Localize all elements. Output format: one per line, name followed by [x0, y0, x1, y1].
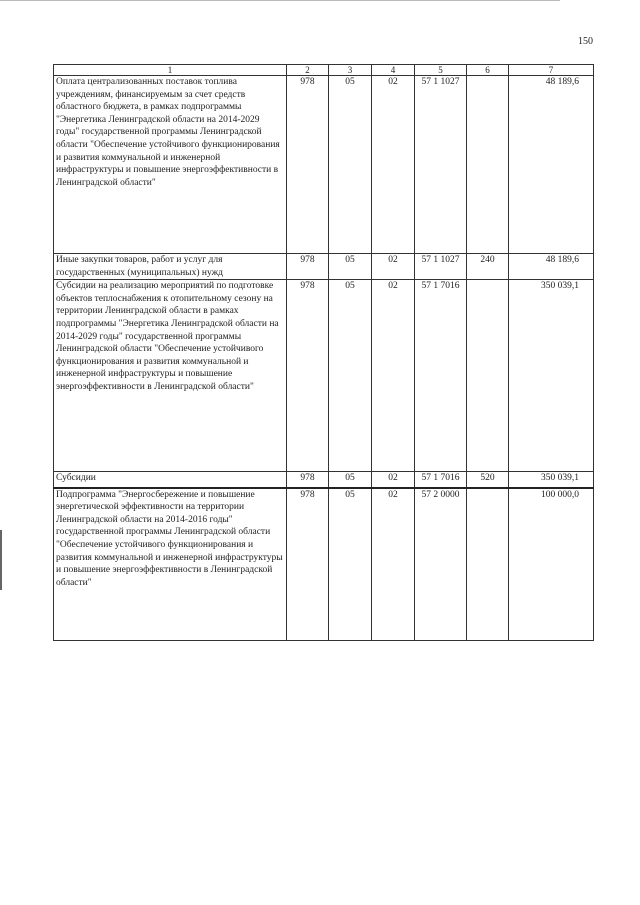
cell-code: 978 [287, 280, 329, 472]
column-header: 2 [287, 65, 329, 76]
cell-subsection: 02 [372, 76, 415, 254]
table-header-row [54, 65, 594, 76]
column-header: 3 [329, 65, 372, 76]
cell-target-article: 57 1 7016 [415, 280, 467, 472]
table-row [54, 76, 594, 254]
cell-section: 05 [329, 76, 372, 254]
cell-expense-type: 520 [467, 472, 509, 488]
row-description: Субсидии на реализацию мероприятий по подготовке объектов теплоснабжения к отопительному сезону на территории Ленинградской области в рамках подпрограммы "Энергетика Ленинградской области на 2014-2029 годы" государственной программы Ленинградской области "Обеспечение устойчивого функционирования и развития коммунальной и инженерной инфраструктуры и повышение энергоэффективности в Ленинградской области" [54, 280, 287, 472]
cell-target-article: 57 1 1027 [415, 254, 467, 280]
cell-expense-type [467, 280, 509, 472]
cell-section: 05 [329, 254, 372, 280]
cell-code: 978 [287, 76, 329, 254]
cell-subsection: 02 [372, 472, 415, 488]
cell-amount: 350 039,1 [509, 280, 594, 472]
table-row [54, 472, 594, 488]
cell-code: 978 [287, 472, 329, 488]
cell-subsection: 02 [372, 280, 415, 472]
budget-table [53, 64, 594, 641]
cell-amount: 48 189,6 [509, 254, 594, 280]
cell-expense-type: 240 [467, 254, 509, 280]
column-header: 5 [415, 65, 467, 76]
cell-target-article: 57 2 0000 [415, 488, 467, 641]
column-header: 6 [467, 65, 509, 76]
cell-expense-type [467, 76, 509, 254]
table-row [54, 280, 594, 472]
cell-subsection: 02 [372, 488, 415, 641]
cell-code: 978 [287, 488, 329, 641]
column-header: 7 [509, 65, 594, 76]
cell-section: 05 [329, 488, 372, 641]
cell-target-article: 57 1 1027 [415, 76, 467, 254]
page-number: 150 [578, 36, 593, 47]
cell-subsection: 02 [372, 254, 415, 280]
row-description: Подпрограмма "Энергосбережение и повышение энергетической эффективности на территории Ленинградской области на 2014-2016 годы" государственной программы Ленинградской области "Обеспечение устойчивого функционирования и развития коммунальной и инженерной инфраструктуры и повышение энергоэффективности в Ленинградской области" [54, 488, 287, 641]
table-row [54, 488, 594, 641]
cell-section: 05 [329, 280, 372, 472]
scan-edge-line [0, 0, 560, 1]
row-description: Оплата централизованных поставок топлива учреждениям, финансируемым за счет средств областного бюджета, в рамках подпрограммы "Энергетика Ленинградской области на 2014-2029 годы" государственной программы Ленинградской области "Обеспечение устойчивого функционирования и развития коммунальной и инженерной инфраструктуры и повышение энергоэффективности в Ленинградской области" [54, 76, 287, 254]
row-description: Иные закупки товаров, работ и услуг для государственных (муниципальных) нужд [54, 254, 287, 280]
column-header: 1 [54, 65, 287, 76]
scan-margin-mark [0, 530, 2, 590]
cell-target-article: 57 1 7016 [415, 472, 467, 488]
cell-amount: 350 039,1 [509, 472, 594, 488]
cell-amount: 48 189,6 [509, 76, 594, 254]
row-description: Субсидии [54, 472, 287, 488]
cell-amount: 100 000,0 [509, 488, 594, 641]
table-row [54, 254, 594, 280]
cell-expense-type [467, 488, 509, 641]
cell-code: 978 [287, 254, 329, 280]
cell-section: 05 [329, 472, 372, 488]
column-header: 4 [372, 65, 415, 76]
